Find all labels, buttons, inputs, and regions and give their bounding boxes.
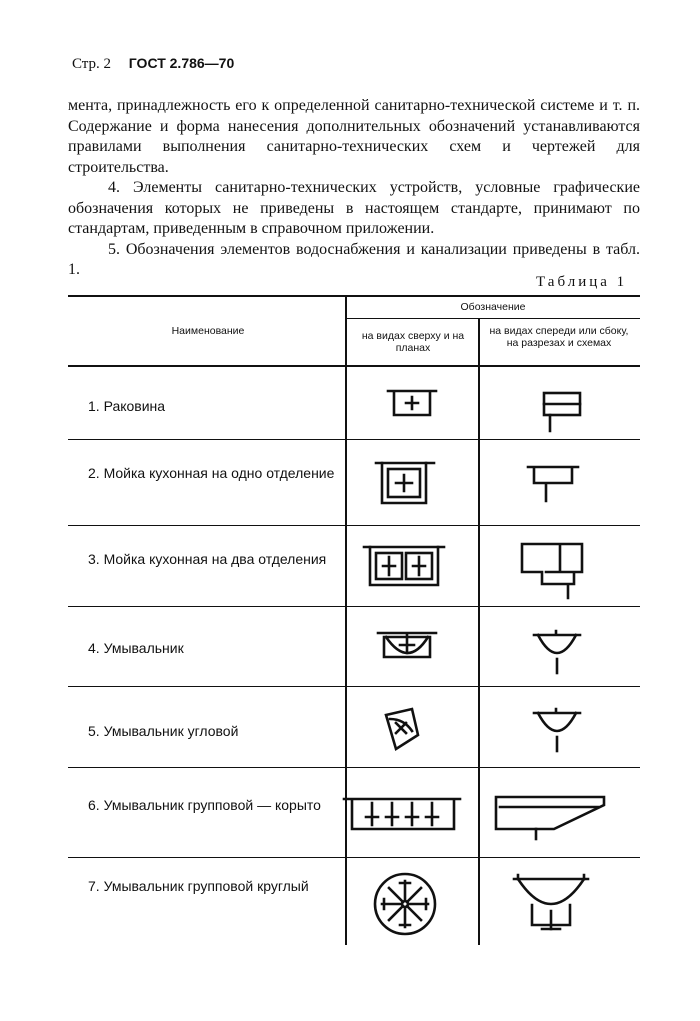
header-bottom-rule (68, 365, 640, 367)
kitchen-sink-single-top-symbol (376, 461, 436, 507)
corner-washbasin-top-symbol (382, 707, 422, 753)
corner-washbasin-front-symbol (532, 707, 584, 753)
table-top-rule (68, 295, 640, 297)
washbasin-front-symbol (532, 629, 584, 675)
row-rule (68, 525, 640, 526)
symbols-table (68, 295, 640, 945)
subheader-rule (346, 318, 640, 319)
row-name-4: 4. Умывальник (88, 640, 184, 656)
row-rule (68, 857, 640, 858)
trough-washbasin-top-symbol (342, 795, 464, 839)
row-rule (68, 767, 640, 768)
row-name-5: 5. Умывальник угловой (88, 723, 239, 739)
washbasin-top-symbol (378, 631, 438, 661)
round-washbasin-front-symbol (512, 873, 592, 937)
header-name: Наименование (171, 325, 245, 337)
table-caption: Таблица 1 (536, 274, 628, 290)
row-rule (68, 439, 640, 440)
row-rule (68, 686, 640, 687)
row-name-6: 6. Умывальник групповой — корыто (88, 797, 321, 813)
kitchen-sink-single-front-symbol (526, 465, 582, 505)
paragraph-continuation: мента, принадлежность его к определенной санитарно-технической системе и т. п. Содержание и форма нанесения дополнительных обозначений устанавливаются правилами выполнения санитарно-технических схем и чертежей для строительства. (68, 97, 640, 176)
body-text (68, 96, 640, 281)
page-header (72, 55, 234, 73)
row-name-3: 3. Мойка кухонная на два отделения (88, 551, 327, 567)
sink-front-symbol (542, 391, 582, 433)
row-rule (68, 606, 640, 607)
sink-top-symbol (388, 389, 438, 421)
standard-number: ГОСТ 2.786—70 (128, 55, 235, 71)
header-designation: Обозначение (460, 301, 526, 313)
kitchen-sink-double-front-symbol (520, 542, 590, 600)
column-rule-2 (478, 318, 480, 945)
column-rule-1 (345, 295, 347, 945)
row-name-1: 1. Раковина (88, 398, 166, 414)
paragraph-5: 5. Обозначения элементов водоснабжения и канализации приведены в табл. 1. (68, 240, 640, 278)
header-top-view: на видах сверху и на планах (361, 330, 465, 354)
trough-washbasin-front-symbol (494, 795, 614, 841)
row-name-2: 2. Мойка кухонная на одно отделение (88, 465, 335, 481)
kitchen-sink-double-top-symbol (364, 545, 446, 589)
round-washbasin-top-symbol (372, 871, 438, 937)
paragraph-4: 4. Элементы санитарно-технических устройств, условные графические обозначения которых не приведены в настоящем стандарте, принимают по стандартам, приведенным в справочном приложении. (68, 179, 640, 237)
page-number: Стр. 2 (72, 56, 112, 72)
row-name-7: 7. Умывальник групповой круглый (88, 878, 309, 894)
header-front-view: на видах спереди или сбоку, на разрезах и схемах (489, 325, 629, 349)
